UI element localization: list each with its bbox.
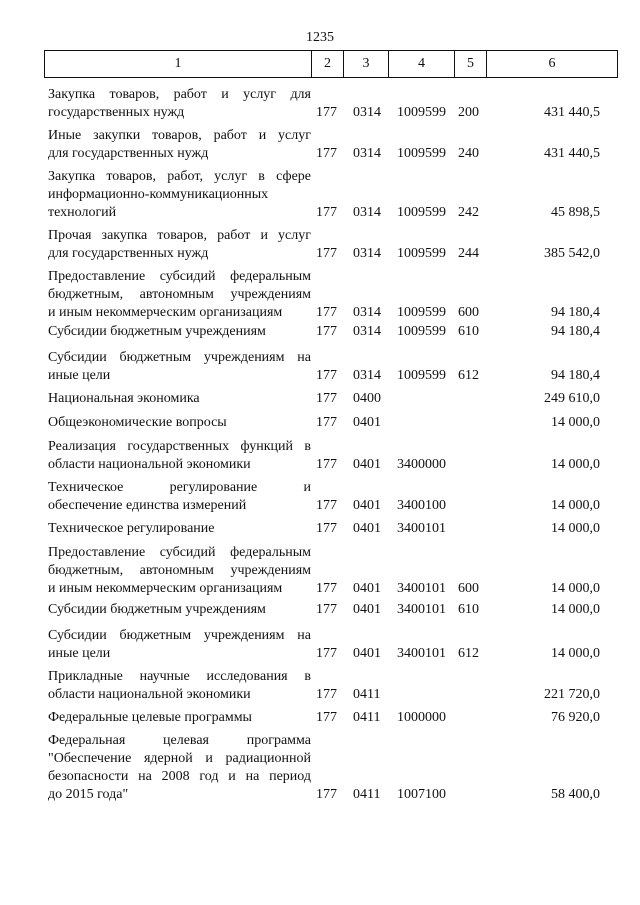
- cell-admin-code: 177: [316, 457, 337, 472]
- cell-section-code: 0314: [353, 368, 381, 383]
- row-name: [48, 86, 311, 122]
- table-row: [0, 323, 640, 341]
- cell-amount: 14 000,0: [551, 646, 600, 661]
- cell-admin-code: 177: [316, 521, 337, 536]
- cell-admin-code: 177: [316, 391, 337, 406]
- cell-section-code: 0314: [353, 324, 381, 339]
- row-name: [48, 227, 311, 263]
- row-name-line: Прочая закупка товаров, работ и услуг: [48, 228, 311, 243]
- row-name-line: и иным некоммерческим организациям: [48, 581, 283, 596]
- row-name-line: Субсидии бюджетным учреждениям: [48, 324, 266, 339]
- row-name-line: обеспечение единства измерений: [48, 498, 247, 513]
- row-name: [48, 732, 311, 804]
- cell-section-code: 0314: [353, 205, 381, 220]
- cell-expense-type: 242: [458, 205, 479, 220]
- table-row: [0, 268, 640, 322]
- row-name-line: государственных нужд: [48, 105, 185, 120]
- cell-section-code: 0314: [353, 105, 381, 120]
- cell-amount: 221 720,0: [544, 687, 600, 702]
- cell-amount: 431 440,5: [544, 146, 600, 161]
- cell-section-code: 0411: [353, 787, 381, 802]
- cell-amount: 14 000,0: [551, 602, 600, 617]
- table-row: [0, 227, 640, 263]
- table-row: [0, 479, 640, 515]
- row-name: [48, 349, 311, 385]
- row-name-line: Закупка товаров, работ, услуг в сфере: [48, 169, 311, 184]
- cell-amount: 249 610,0: [544, 391, 600, 406]
- cell-section-code: 0401: [353, 602, 381, 617]
- row-name: [48, 168, 311, 222]
- cell-admin-code: 177: [316, 581, 337, 596]
- header-col-1: 1: [45, 51, 312, 78]
- row-name: [48, 520, 311, 538]
- cell-amount: 14 000,0: [551, 521, 600, 536]
- cell-section-code: 0411: [353, 710, 381, 725]
- cell-section-code: 0411: [353, 687, 381, 702]
- cell-section-code: 0401: [353, 646, 381, 661]
- cell-admin-code: 177: [316, 646, 337, 661]
- table-row: [0, 627, 640, 663]
- cell-target-code: 3400101: [397, 521, 446, 536]
- row-name-line: для государственных нужд: [48, 146, 209, 161]
- cell-admin-code: 177: [316, 787, 337, 802]
- table-row: [0, 168, 640, 222]
- row-name-line: технологий: [48, 205, 117, 220]
- row-name: [48, 668, 311, 704]
- page-number: 1235: [306, 30, 334, 45]
- row-name-line: иные цели: [48, 646, 111, 661]
- cell-admin-code: 177: [316, 415, 337, 430]
- row-name-line: Закупка товаров, работ и услуг для: [48, 87, 311, 102]
- row-name: [48, 709, 311, 727]
- cell-section-code: 0314: [353, 305, 381, 320]
- table-row: [0, 438, 640, 474]
- cell-expense-type: 240: [458, 146, 479, 161]
- cell-section-code: 0401: [353, 498, 381, 513]
- cell-target-code: 3400101: [397, 646, 446, 661]
- row-name-line: Субсидии бюджетным учреждениям на: [48, 350, 311, 365]
- cell-target-code: 3400101: [397, 581, 446, 596]
- cell-admin-code: 177: [316, 687, 337, 702]
- table-row: [0, 732, 640, 804]
- cell-admin-code: 177: [316, 710, 337, 725]
- row-name: [48, 268, 311, 322]
- table-row: [0, 601, 640, 619]
- cell-target-code: 1009599: [397, 205, 446, 220]
- header-col-6: 6: [487, 51, 618, 78]
- row-name-line: информационно-коммуникационных: [48, 187, 269, 202]
- row-name-line: Иные закупки товаров, работ и услуг: [48, 128, 311, 143]
- table-row: [0, 86, 640, 122]
- row-name-line: Реализация государственных функций в: [48, 439, 311, 454]
- row-name-line: Техническое регулирование: [48, 521, 215, 536]
- header-col-3: 3: [344, 51, 389, 78]
- cell-amount: 431 440,5: [544, 105, 600, 120]
- cell-admin-code: 177: [316, 368, 337, 383]
- cell-section-code: 0401: [353, 415, 381, 430]
- cell-amount: 45 898,5: [551, 205, 600, 220]
- cell-section-code: 0314: [353, 246, 381, 261]
- cell-admin-code: 177: [316, 105, 337, 120]
- cell-target-code: 1009599: [397, 146, 446, 161]
- cell-amount: 94 180,4: [551, 368, 600, 383]
- cell-amount: 94 180,4: [551, 305, 600, 320]
- row-name-line: Субсидии бюджетным учреждениям на: [48, 628, 311, 643]
- cell-target-code: 1009599: [397, 324, 446, 339]
- cell-admin-code: 177: [316, 305, 337, 320]
- row-name: [48, 627, 311, 663]
- cell-section-code: 0401: [353, 457, 381, 472]
- header-col-2: 2: [312, 51, 344, 78]
- cell-expense-type: 612: [458, 368, 479, 383]
- cell-section-code: 0401: [353, 581, 381, 596]
- cell-target-code: 1009599: [397, 105, 446, 120]
- row-name-line: Субсидии бюджетным учреждениям: [48, 602, 266, 617]
- cell-amount: 94 180,4: [551, 324, 600, 339]
- row-name: [48, 127, 311, 163]
- row-name-line: бюджетным, автономным учреждениям: [48, 287, 311, 302]
- cell-target-code: 3400000: [397, 457, 446, 472]
- header-col-5: 5: [455, 51, 487, 78]
- table-row: [0, 349, 640, 385]
- cell-admin-code: 177: [316, 205, 337, 220]
- row-name-line: Предоставление субсидий федеральным: [48, 269, 311, 284]
- cell-target-code: 3400100: [397, 498, 446, 513]
- row-name-line: бюджетным, автономным учреждениям: [48, 563, 311, 578]
- cell-amount: 76 920,0: [551, 710, 600, 725]
- cell-expense-type: 612: [458, 646, 479, 661]
- table-row: [0, 709, 640, 727]
- cell-target-code: 1000000: [397, 710, 446, 725]
- cell-admin-code: 177: [316, 498, 337, 513]
- row-name-line: иные цели: [48, 368, 111, 383]
- cell-target-code: 1009599: [397, 246, 446, 261]
- row-name-line: Федеральная целевая программа: [48, 733, 311, 748]
- header-col-4: 4: [389, 51, 455, 78]
- row-name: [48, 479, 311, 515]
- row-name-line: "Обеспечение ядерной и радиационной: [48, 751, 311, 766]
- row-name-line: Национальная экономика: [48, 391, 200, 406]
- row-name-line: для государственных нужд: [48, 246, 209, 261]
- table-row: [0, 668, 640, 704]
- row-name-line: Общеэкономические вопросы: [48, 415, 227, 430]
- row-name: [48, 414, 311, 432]
- cell-expense-type: 610: [458, 602, 479, 617]
- cell-amount: 14 000,0: [551, 581, 600, 596]
- cell-expense-type: 600: [458, 581, 479, 596]
- row-name-line: области национальной экономики: [48, 687, 251, 702]
- cell-target-code: 1009599: [397, 305, 446, 320]
- cell-expense-type: 600: [458, 305, 479, 320]
- cell-amount: 14 000,0: [551, 457, 600, 472]
- row-name-line: Техническое регулирование и: [48, 480, 311, 495]
- table-row: [0, 390, 640, 408]
- table-row: [0, 520, 640, 538]
- row-name-line: области национальной экономики: [48, 457, 251, 472]
- table-row: [0, 544, 640, 598]
- cell-amount: 385 542,0: [544, 246, 600, 261]
- cell-target-code: 3400101: [397, 602, 446, 617]
- row-name-line: безопасности на 2008 год и на период: [48, 769, 311, 784]
- row-name-line: Предоставление субсидий федеральным: [48, 545, 311, 560]
- cell-admin-code: 177: [316, 146, 337, 161]
- cell-target-code: 1009599: [397, 368, 446, 383]
- row-name: [48, 438, 311, 474]
- cell-section-code: 0314: [353, 146, 381, 161]
- row-name: [48, 323, 311, 341]
- row-name: [48, 601, 311, 619]
- cell-expense-type: 610: [458, 324, 479, 339]
- row-name-line: Прикладные научные исследования в: [48, 669, 311, 684]
- cell-admin-code: 177: [316, 602, 337, 617]
- cell-section-code: 0400: [353, 391, 381, 406]
- cell-amount: 14 000,0: [551, 415, 600, 430]
- row-name: [48, 544, 311, 598]
- row-name-line: до 2015 года": [48, 787, 129, 802]
- cell-admin-code: 177: [316, 324, 337, 339]
- cell-expense-type: 244: [458, 246, 479, 261]
- cell-section-code: 0401: [353, 521, 381, 536]
- row-name: [48, 390, 311, 408]
- row-name-line: и иным некоммерческим организациям: [48, 305, 283, 320]
- cell-amount: 14 000,0: [551, 498, 600, 513]
- row-name-line: Федеральные целевые программы: [48, 710, 252, 725]
- table-row: [0, 414, 640, 432]
- cell-expense-type: 200: [458, 105, 479, 120]
- cell-target-code: 1007100: [397, 787, 446, 802]
- cell-admin-code: 177: [316, 246, 337, 261]
- table-row: [0, 127, 640, 163]
- cell-amount: 58 400,0: [551, 787, 600, 802]
